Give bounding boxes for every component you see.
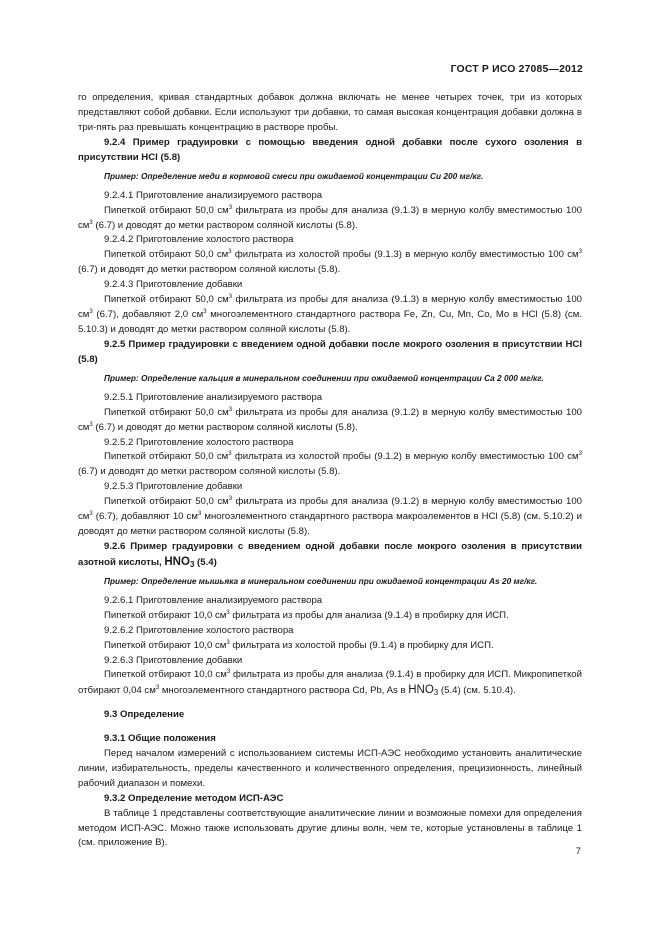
- page-number: 7: [575, 846, 581, 857]
- section-9-2-5-1-title: 9.2.5.1 Приготовление анализируемого раствора: [104, 391, 323, 403]
- section-9-2-4-heading: 9.2.4 Пример градуировки с помощью введения одной добавки после сухого озоления в присутствии HCl (5.8): [78, 136, 582, 163]
- section-9-2-5-2-text: Пипеткой отбирают 50,0 $см^3$ фильтрата из холостой пробы (9.1.2) в мерную колбу вместимостью 100 $см^3$ (6.7) и доводят до метки раствором соляной кислоты (5.8).: [78, 451, 582, 478]
- section-9-2-4-2-title: 9.2.4.2 Приготовление холостого раствора: [104, 234, 294, 246]
- document-header: ГОСТ Р ИСО 27085—2012: [450, 64, 583, 75]
- section-9-3-1-title: 9.3.1 Общие положения: [104, 733, 216, 745]
- intro-paragraph: го определения, кривая стандартных добавок должна включать не менее четырех точек, три из которых представляют собой добавки. Если используют три добавки, то самая высокая концентрация добавки должна в три-пять раз превышать концентрацию в растворе пробы.: [78, 92, 582, 133]
- section-9-3-heading: 9.3 Определение: [104, 709, 185, 721]
- section-9-2-5-example: Пример: Определение кальция в минеральном соединении при ожидаемой концентрации Ca 2 000 мг/кг.: [104, 372, 544, 383]
- section-9-3-1-text: Перед началом измерений с использованием системы ИСП-АЭС необходимо установить аналитические линии, избирательность, пределы качественного и количественного определения, прецизионность, линейный рабочий диапазон и помехи.: [78, 748, 582, 789]
- section-9-2-6-2-title: 9.2.6.2 Приготовление холостого раствора: [104, 624, 294, 636]
- section-9-2-4-example: Пример: Определение меди в кормовой смеси при ожидаемой концентрации Cu 200 мг/кг.: [104, 170, 484, 181]
- section-9-2-6-1-text: Пипеткой отбирают 10,0 $см^3$ фильтрата из пробы для анализа (9.1.4) в пробирку для ИСП.: [104, 609, 509, 621]
- section-9-2-6-1-title: 9.2.6.1 Приготовление анализируемого раствора: [104, 594, 323, 606]
- section-9-2-4-3-title: 9.2.4.3 Приготовление добавки: [104, 279, 243, 291]
- section-9-2-5-heading: 9.2.5 Пример градуировки с введением одной добавки после мокрого озоления в присутствии HCl (5.8): [78, 338, 582, 365]
- section-9-2-4-2-text: Пипеткой отбирают 50,0 $см^3$ фильтрата из холостой пробы (9.1.3) в мерную колбу вместимостью 100 $см^3$ (6.7) и доводят до метки раствором соляной кислоты (5.8).: [78, 249, 582, 276]
- section-9-2-5-3-text: Пипеткой отбирают 50,0 $см^3$ фильтрата из пробы для анализа (9.1.2) в мерную колбу вместимостью 100 $см^3$ (6.7), добавляют 10 $см^3$ многоэлементного стандартного раствора макроэлементов в HCl (5.8) (см. 5.10.2) и доводят до метки раствором соляной кислоты (5.8).: [78, 496, 582, 537]
- section-9-2-6-2-text: Пипеткой отбирают 10,0 $см^3$ фильтрата из холостой пробы (9.1.4) в пробирку для ИСП.: [104, 639, 494, 651]
- section-9-2-4-1-title: 9.2.4.1 Приготовление анализируемого раствора: [104, 189, 323, 201]
- section-9-2-5-3-title: 9.2.5.3 Приготовление добавки: [104, 481, 243, 493]
- section-9-2-4-3-text: Пипеткой отбирают 50,0 $см^3$ фильтрата из пробы для анализа (9.1.3) в мерную колбу вместимостью 100 $см^3$ (6.7), добавляют 2,0 $см^3$ многоэлементного стандартного раствора Fe, Zn, Cu, Mn, Co, Mo в HCl (5.8) (см. 5.10.3) и доводят до метки раствором соляной кислоты (5.8).: [78, 294, 582, 335]
- section-9-2-5-2-title: 9.2.5.2 Приготовление холостого раствора: [104, 436, 294, 448]
- section-9-3-2-text: В таблице 1 представлены соответствующие аналитические линии и возможные помехи для определения методом ИСП-АЭС. Можно также использовать другие длины волн, чем те, которые установлены в таблице 1 (см. приложение В).: [78, 807, 582, 849]
- section-9-2-5-1-text: Пипеткой отбирают 50,0 $см^3$ фильтрата из пробы для анализа (9.1.2) в мерную колбу вместимостью 100 $см^3$ (6.7) и доводят до метки раствором соляной кислоты (5.8).: [78, 406, 582, 433]
- document-body: [78, 91, 582, 851]
- section-9-3-2-title: 9.3.2 Определение методом ИСП-АЭС: [104, 792, 284, 804]
- section-9-2-6-3-title: 9.2.6.3 Приготовление добавки: [104, 654, 243, 666]
- section-9-2-4-1-text: Пипеткой отбирают 50,0 $см^3$ фильтрата из пробы для анализа (9.1.3) в мерную колбу вместимостью 100 $см^3$ (6.7) и доводят до метки раствором соляной кислоты (5.8).: [78, 204, 582, 231]
- section-9-2-6-example: Пример: Определение мышьяка в минеральном соединении при ожидаемой концентрации As 20 мг/кг.: [104, 575, 538, 586]
- section-9-2-6-heading: 9.2.6 Пример градуировки с введением одной добавки после мокрого озоления в присутствии азотной кислоты, $HNO_3$ (5.4): [78, 540, 582, 569]
- section-9-2-6-3-text: Пипеткой отбирают 10,0 $см^3$ фильтрата из пробы для анализа (9.1.4) в пробирку для ИСП. Микропипеткой отбирают 0,04 $см^3$ многоэлементного стандартного раствора Cd, Pb, As в $HNO_3$ (5.4) (см. 5.10.4).: [78, 669, 582, 698]
